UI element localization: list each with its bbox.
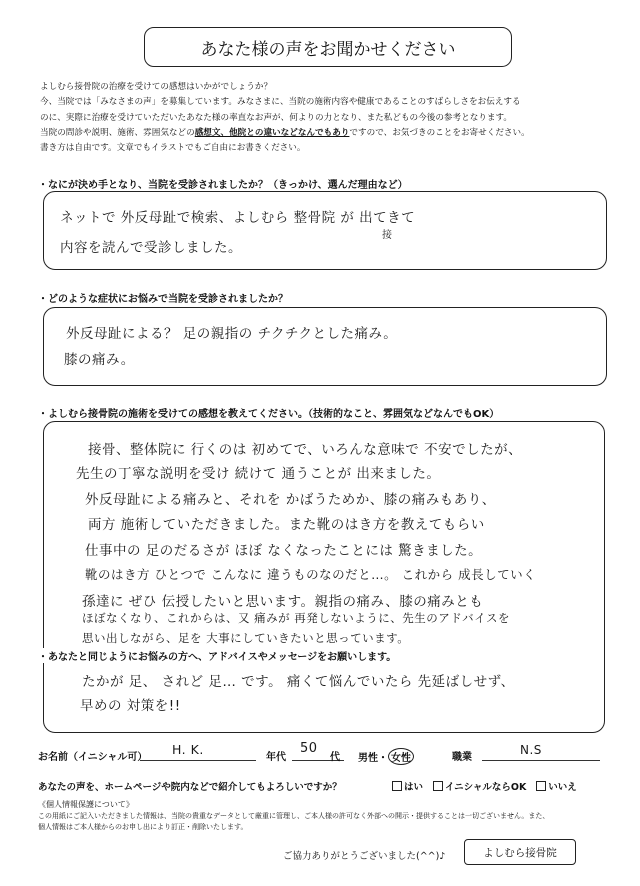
age-label: 年代 <box>266 752 286 763</box>
answer-1-line-2: 内容を読んで受診しました。 <box>60 240 242 256</box>
intro-text-part: ですので、お気づきのことをお寄せください。 <box>349 127 530 138</box>
clinic-name-box <box>464 839 576 865</box>
gender-separator: ・ <box>378 753 388 764</box>
answer-2-line-2: 膝の痛み。 <box>64 352 135 368</box>
answer-3-line: 接骨、整体院に 行くのは 初めてで、いろんな意味で 不安でしたが、 <box>88 442 523 458</box>
answer-3-line: 両方 施術していただきました。また靴のはき方を教えてもらい <box>88 517 485 533</box>
job-label: 職業 <box>452 752 472 763</box>
checkbox-initial[interactable] <box>433 781 443 791</box>
name-label: お名前（イニシャル可） <box>38 752 148 763</box>
answer-1-line-1: ネットで 外反母趾で検索、よしむら 整骨院 が 出てきて <box>60 210 416 226</box>
age-suffix: 代 <box>330 752 340 763</box>
question-1: ・なにが決め手となり、当院を受診されましたか？（きっかけ、選んだ理由など） <box>38 180 408 191</box>
job-underline <box>482 760 600 761</box>
option-initial-label: イニシャルならOK <box>444 782 527 793</box>
age-value: 50 <box>300 741 318 756</box>
gender-male: 男性 <box>358 753 378 764</box>
privacy-title: 《個人情報保護について》 <box>38 800 134 809</box>
intro-line <box>40 126 620 141</box>
consent-question: あなたの声を、ホームページや院内などで紹介してもよろしいですか？ <box>38 782 342 793</box>
answer-2-line-1: 外反母趾による？ 足の親指の チクチクとした痛み。 <box>66 326 398 342</box>
answer-box-1 <box>43 191 607 270</box>
page-title-text: あなた様の声をお聞かせください <box>200 39 456 60</box>
answer-1-correction: 接 <box>382 230 393 241</box>
intro-text-part: 当院の問診や説明、施術、雰囲気などの <box>40 127 195 138</box>
privacy-line: この用紙にご記入いただきました情報は、当院の貴重なデータとして厳重に管理し、ご本人様の許可なく外部への開示・提供することは一切ございません。また、 <box>38 812 550 820</box>
answer-3-line: 仕事中の 足のだるさが ほぼ なくなったことには 驚きました。 <box>85 543 483 559</box>
page-title <box>144 27 512 67</box>
answer-3-line: 外反母趾による痛みと、それを かばうためか、膝の痛みもあり、 <box>85 492 496 508</box>
checkbox-no[interactable] <box>536 781 546 791</box>
option-yes-label: はい <box>404 782 424 793</box>
answer-3-line: ほぼなくなり、これからは、又 痛みが 再発しないように、先生のアドバイスを <box>82 611 510 625</box>
intro-line: よしむら接骨院の治療を受けての感想はいかがでしょうか？ <box>40 82 273 92</box>
intro-text <box>40 80 620 156</box>
privacy-line: 個人情報はご本人様からのお申し出により訂正・削除いたします。 <box>38 823 248 831</box>
intro-line: 今、当院では「みなさまの声」を募集しています。みなさまに、当院の施術内容や健康であることのすばらしさをお伝えする <box>40 97 521 108</box>
name-underline <box>140 760 256 761</box>
checkbox-yes[interactable] <box>392 781 402 791</box>
job-value: N.S <box>520 743 542 757</box>
option-no-label: いいえ <box>548 782 577 793</box>
answer-3-line: 孫達に ぜひ 伝授したいと思います。親指の痛み、膝の痛みとも <box>82 594 484 610</box>
question-2: ・どのような症状にお悩みで当院を受診されましたか？ <box>38 294 288 305</box>
answer-4-line-1: たかが 足、 されど 足… です。 痛くて悩んでいたら 先延ばしせず、 <box>82 674 515 690</box>
question-3: ・よしむら接骨院の施術を受けての感想を教えてください。（技術的なこと、雰囲気などなんでもOK） <box>38 409 500 420</box>
question-4: ・あなたと同じようにお悩みの方へ、アドバイスやメッセージをお願いします。 <box>38 648 402 663</box>
name-value: H. K. <box>172 742 204 757</box>
answer-4-line-2: 早めの 対策を!! <box>80 698 181 714</box>
thanks-message: ご協力ありがとうございました(^^)♪ <box>283 851 446 862</box>
answer-3-line: 靴のはき方 ひとつで こんなに 違うものなのだと…。 これから 成長していく <box>85 567 537 582</box>
gender-female-circled: 女性 <box>388 748 414 765</box>
intro-line: のに、実際に治療を受けていただいたあなた様の率直なお声が、何よりの力となり、また私どもの今後の参考となります。 <box>40 112 512 123</box>
gender-options <box>358 748 414 765</box>
clinic-name: よしむら接骨院 <box>483 846 557 859</box>
consent-options <box>392 779 577 793</box>
intro-line: 書き方は自由です。文章でもイラストでもご自由にお書きください。 <box>40 143 306 154</box>
intro-emphasis: 感想文、他院との違いなどなんでもあり <box>194 127 350 138</box>
answer-3-line: 思い出しながら、足を 大事にしていきたいと思っています。 <box>82 631 410 645</box>
answer-box-2 <box>43 307 607 386</box>
answer-3-line: 先生の丁寧な説明を受け 続けて 通うことが 出来ました。 <box>76 466 441 482</box>
